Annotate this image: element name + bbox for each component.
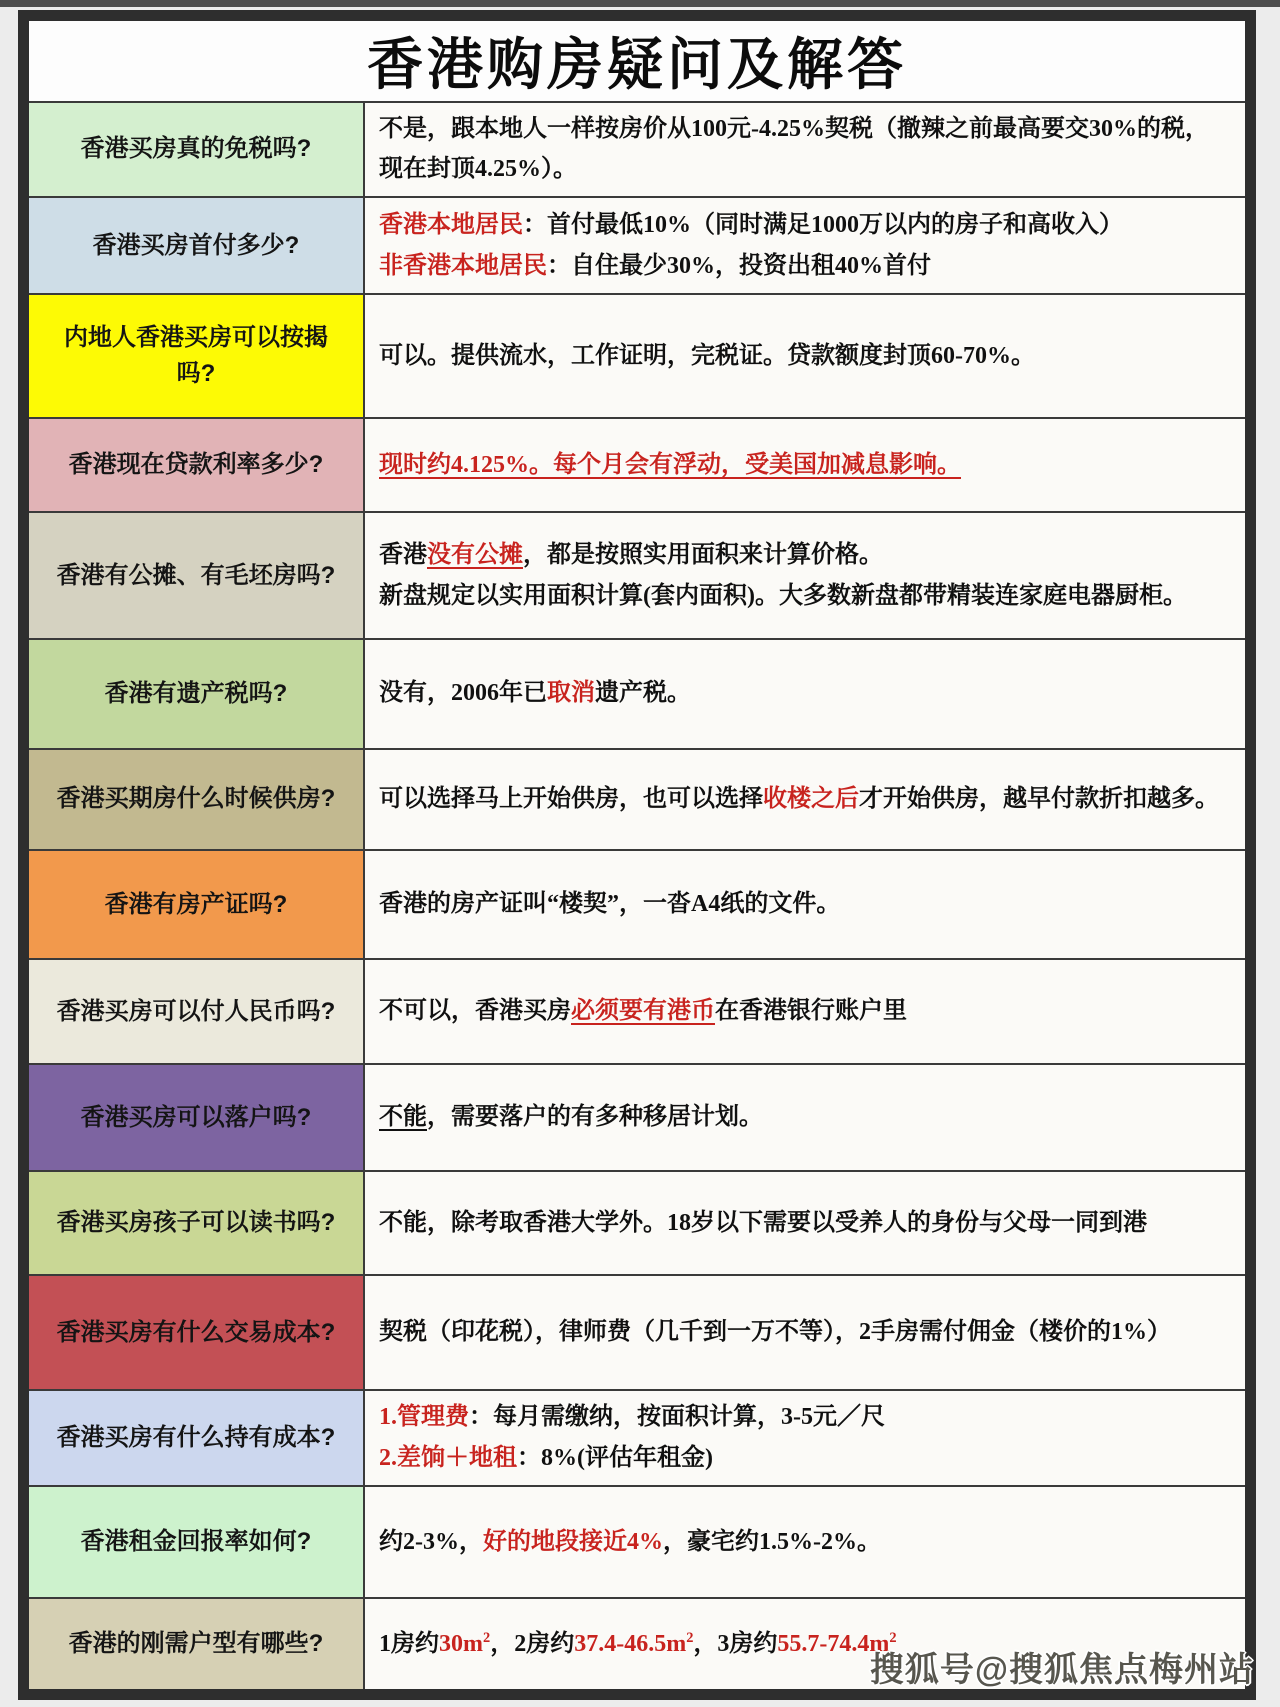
faq-row-presale-payment bbox=[29, 750, 1245, 852]
answer-text: 契税（印花税），律师费（几千到一万不等），2手房需付佣金（楼价的1%） bbox=[379, 1319, 1171, 1346]
faq-table bbox=[18, 10, 1256, 1700]
question-text: 香港买房真的免税吗? bbox=[80, 135, 312, 163]
question-text: 内地人香港买房可以按揭吗? bbox=[64, 324, 328, 388]
question-cell bbox=[29, 1276, 365, 1389]
question-cell bbox=[29, 1599, 365, 1689]
answer-text: 香港的房产证叫“楼契”，一沓A4纸的文件。 bbox=[379, 891, 841, 918]
faq-row-shared-area bbox=[29, 513, 1245, 640]
question-cell bbox=[29, 750, 365, 850]
faq-row-residency bbox=[29, 1065, 1245, 1172]
answer-cell bbox=[365, 513, 1245, 638]
answer-text: 约2-3%，好的地段接近4%，豪宅约1.5%-2%。 bbox=[379, 1528, 881, 1555]
question-cell bbox=[29, 419, 365, 511]
question-text: 香港买房可以落户吗? bbox=[80, 1103, 312, 1131]
faq-row-transaction-cost bbox=[29, 1276, 1245, 1391]
faq-row-mortgage-mainlander bbox=[29, 295, 1245, 419]
question-cell bbox=[29, 295, 365, 417]
question-text: 香港有遗产税吗? bbox=[104, 679, 288, 707]
sohu-watermark: 搜狐号@搜狐焦点梅州站 bbox=[869, 1651, 1254, 1689]
title-bar bbox=[29, 21, 1245, 103]
answer-cell bbox=[365, 640, 1245, 747]
question-cell bbox=[29, 960, 365, 1063]
answer-cell bbox=[365, 103, 1245, 196]
faq-row-rmb-payment bbox=[29, 960, 1245, 1065]
question-cell bbox=[29, 198, 365, 294]
answer-cell bbox=[365, 1065, 1245, 1170]
answer-text: 不是，跟本地人一样按房价从100元-4.25%契税（撤辣之前最高要交30%的税，现在封顶4.25%）。 bbox=[379, 115, 1209, 183]
faq-row-property-deed bbox=[29, 851, 1245, 960]
question-text: 香港买房有什么持有成本? bbox=[56, 1424, 336, 1452]
question-cell bbox=[29, 103, 365, 196]
faq-row-holding-cost bbox=[29, 1391, 1245, 1487]
answer-text: 现时约4.125%。每个月会有浮动，受美国加减息影响。 bbox=[379, 451, 961, 478]
faq-row-interest-rate bbox=[29, 419, 1245, 513]
question-cell bbox=[29, 1172, 365, 1274]
faq-row-tax-exempt bbox=[29, 103, 1245, 198]
answer-text: 可以选择马上开始供房，也可以选择收楼之后才开始供房，越早付款折扣越多。 bbox=[379, 785, 1219, 812]
answer-text: 不可以，香港买房必须要有港币在香港银行账户里 bbox=[379, 998, 907, 1025]
answer-text: 没有，2006年已取消遗产税。 bbox=[379, 680, 691, 707]
answer-cell bbox=[365, 1487, 1245, 1597]
answer-text: 不能，需要落户的有多种移居计划。 bbox=[379, 1104, 763, 1131]
question-cell bbox=[29, 1487, 365, 1597]
question-text: 香港买期房什么时候供房? bbox=[56, 785, 336, 813]
page-title: 香港购房疑问及解答 bbox=[367, 33, 907, 96]
question-cell bbox=[29, 1065, 365, 1170]
photo-edge-strip bbox=[0, 0, 1280, 7]
question-cell bbox=[29, 640, 365, 747]
faq-row-down-payment bbox=[29, 198, 1245, 296]
question-text: 香港买房可以付人民币吗? bbox=[56, 997, 336, 1025]
answer-cell bbox=[365, 1172, 1245, 1274]
question-text: 香港买房首付多少? bbox=[92, 231, 300, 259]
question-cell bbox=[29, 851, 365, 958]
answer-cell bbox=[365, 419, 1245, 511]
answer-text: 香港本地居民：首付最低10%（同时满足1000万以内的房子和高收入） 非香港本地居民：自住最少30%，投资出租40%首付 bbox=[379, 211, 1123, 279]
answer-text: 1.管理费：每月需缴纳，按面积计算，3-5元／尺 2.差饷＋地租：8%(评估年租金) bbox=[379, 1404, 885, 1472]
answer-text: 可以。提供流水，工作证明，完税证。贷款额度封顶60-70%。 bbox=[379, 343, 1035, 370]
answer-cell bbox=[365, 1276, 1245, 1389]
question-text: 香港的刚需户型有哪些? bbox=[68, 1630, 324, 1658]
answer-cell bbox=[365, 198, 1245, 294]
faq-row-rental-yield bbox=[29, 1487, 1245, 1599]
question-cell bbox=[29, 513, 365, 638]
question-text: 香港租金回报率如何? bbox=[80, 1528, 312, 1556]
question-text: 香港有公摊、有毛坯房吗? bbox=[56, 561, 336, 589]
faq-row-estate-tax bbox=[29, 640, 1245, 749]
question-text: 香港现在贷款利率多少? bbox=[68, 451, 324, 479]
answer-text: 香港没有公摊，都是按照实用面积来计算价格。 新盘规定以实用面积计算(套内面积)。大多数新盘都带精装连家庭电器厨柜。 bbox=[379, 541, 1187, 609]
answer-text: 不能，除考取香港大学外。18岁以下需要以受养人的身份与父母一同到港 bbox=[379, 1209, 1147, 1236]
answer-cell bbox=[365, 750, 1245, 850]
question-text: 香港买房孩子可以读书吗? bbox=[56, 1209, 336, 1237]
question-cell bbox=[29, 1391, 365, 1485]
question-text: 香港买房有什么交易成本? bbox=[56, 1318, 336, 1346]
answer-cell bbox=[365, 960, 1245, 1063]
answer-cell bbox=[365, 1391, 1245, 1485]
answer-text: 1房约$30m^2$，2房约$37.4-46.5m^2$，3房约$55.7-74.4m^2$ bbox=[379, 1629, 897, 1657]
answer-cell bbox=[365, 851, 1245, 958]
answer-cell bbox=[365, 295, 1245, 417]
faq-row-children-school bbox=[29, 1172, 1245, 1276]
question-text: 香港有房产证吗? bbox=[104, 890, 288, 918]
